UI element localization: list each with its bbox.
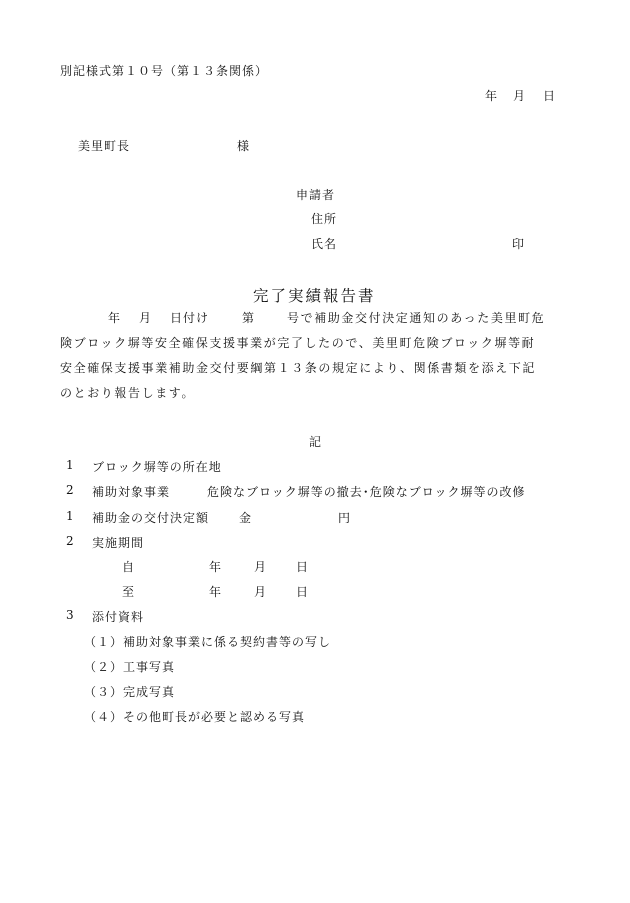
body-line1-text: 号で補助金交付決定通知のあった美里町危 <box>287 311 546 325</box>
body-dai: 第 <box>242 311 256 325</box>
ki-heading: 記 <box>309 435 323 449</box>
item-3-number: 1 <box>66 509 75 523</box>
item-2-number: 2 <box>66 483 75 497</box>
item-1-label: ブロック塀等の所在地 <box>92 460 222 474</box>
body-line4: のとおり報告します。 <box>60 386 196 400</box>
name-label: 氏名 <box>311 237 338 251</box>
item-4-number: 2 <box>66 534 75 548</box>
period-to-day: 日 <box>296 585 310 599</box>
body-day-ref: 日付け <box>170 311 210 325</box>
period-from-day: 日 <box>296 560 310 574</box>
item-2-label: 補助対象事業 <box>92 485 171 499</box>
attachment-item: （４）その他町長が必要と認める写真 <box>84 710 306 724</box>
item-1-number: 1 <box>66 458 75 472</box>
address-label: 住所 <box>311 212 338 226</box>
date-day: 日 <box>543 89 557 103</box>
period-to-label: 至 <box>122 585 136 599</box>
period-from-year: 年 <box>209 560 223 574</box>
body-year: 年 <box>108 311 122 325</box>
period-to-year: 年 <box>209 585 223 599</box>
item-4-label: 実施期間 <box>92 536 145 550</box>
body-line3: 安全確保支援事業補助金交付要綱第１３条の規定により、関係書類を添え下記 <box>60 361 537 375</box>
period-from-label: 自 <box>122 560 136 574</box>
attachments-number: 3 <box>66 608 75 622</box>
body-line2: 険ブロック塀等安全確保支援事業が完了したので、美里町危険ブロック塀等耐 <box>60 336 536 350</box>
date-year: 年 <box>485 89 499 103</box>
addressee-name: 美里町長 <box>78 139 131 153</box>
form-reference: 別記様式第１０号（第１３条関係） <box>60 64 269 78</box>
period-to-month: 月 <box>254 585 268 599</box>
attachments-label: 添付資料 <box>92 610 145 624</box>
item-2-value: 危険なブロック塀等の撤去･危険なブロック塀等の改修 <box>207 485 526 499</box>
attachment-item: （３）完成写真 <box>84 685 176 699</box>
period-from-month: 月 <box>254 560 268 574</box>
item-3-prefix: 金 <box>239 511 253 525</box>
document-title: 完了実績報告書 <box>253 287 376 305</box>
date-month: 月 <box>513 89 527 103</box>
body-month: 月 <box>139 311 153 325</box>
attachment-item: （１）補助対象事業に係る契約書等の写し <box>84 635 332 649</box>
attachment-item: （２）工事写真 <box>84 660 176 674</box>
seal-label: 印 <box>512 237 526 251</box>
item-3-unit: 円 <box>338 511 352 525</box>
addressee-honorific: 様 <box>237 139 251 153</box>
item-3-label: 補助金の交付決定額 <box>92 511 210 525</box>
applicant-label: 申請者 <box>296 188 336 202</box>
